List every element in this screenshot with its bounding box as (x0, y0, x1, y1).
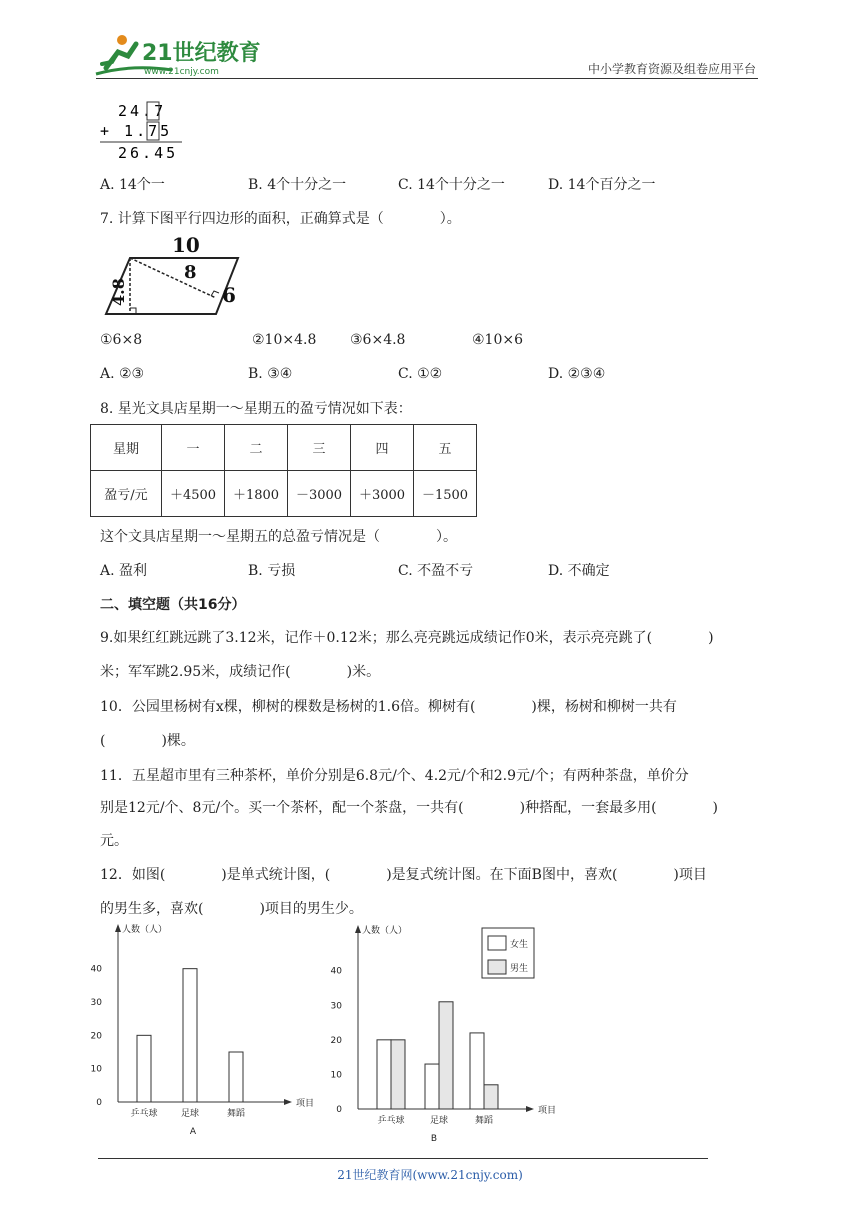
x-tick-label: 足球 (180, 1109, 200, 1119)
table-cell: ＋3000 (351, 471, 414, 517)
y-tick-label: 30 (330, 1001, 342, 1012)
q6-row2: + 1.75 (100, 122, 173, 140)
legend-swatch (488, 960, 506, 974)
logo-url: www.21cnjy.com (144, 67, 219, 77)
q11-line2: 别是12元/个、8元/个。买一个茶杯，配一个茶盘，一共有( )种搭配，一套最多用( ) (100, 800, 719, 816)
footer-divider (98, 1158, 708, 1159)
fig-side-label: 6 (222, 283, 236, 307)
q7-formula-1: ①6×8 (100, 332, 143, 348)
x-tick-label: 乒乓球 (130, 1109, 158, 1119)
x-tick-label: 足球 (429, 1116, 449, 1126)
x-axis-label: 项目 (296, 1099, 315, 1109)
q9-line2: 米；军军跳2.95米，成绩记作( )米。 (100, 664, 381, 680)
q7-text: 7. 计算下图平行四边形的面积，正确算式是（ ）。 (100, 211, 461, 227)
y-axis-arrow (115, 924, 121, 932)
q7-option-c[interactable]: C. ①② (398, 366, 443, 382)
q8-option-a[interactable]: A. 盈利 (100, 563, 148, 579)
table-cell: 星期 (91, 425, 162, 471)
table-header-row (91, 425, 477, 471)
profit-loss-table (90, 424, 477, 517)
chart-a (90, 924, 330, 1148)
table-cell: －3000 (288, 471, 351, 517)
table-row (91, 471, 477, 517)
bar (470, 1033, 484, 1109)
bar (425, 1064, 439, 1109)
y-tick-label: 10 (90, 1064, 102, 1075)
q6-row1: 24.7 (118, 102, 167, 120)
q6-addition (100, 100, 192, 162)
fig-height-label: 4.8 (109, 278, 128, 306)
header-divider (96, 78, 758, 79)
chart-caption: A (189, 1127, 197, 1137)
bar (183, 969, 197, 1102)
logo-title: 21世纪教育 (142, 41, 261, 66)
y-tick-label: 10 (330, 1070, 342, 1081)
y-tick-label: 0 (96, 1098, 102, 1108)
table-cell: 盈亏/元 (91, 471, 162, 517)
table-cell: 二 (225, 425, 288, 471)
footer-link[interactable]: 21世纪教育网(www.21cnjy.com) (337, 1168, 523, 1182)
y-tick-label: 20 (330, 1035, 342, 1046)
table-cell: ＋1800 (225, 471, 288, 517)
bar (229, 1052, 243, 1102)
q11-line1: 11．五星超市里有三种茶杯，单价分别是6.8元/个、4.2元/个和2.9元/个；有两种茶盘，单价分 (100, 768, 689, 784)
q6-option-a[interactable]: A. 14个一 (100, 177, 165, 193)
q6-row3: 26.45 (118, 144, 179, 162)
q9-line1: 9.如果红红跳远跳了3.12米，记作＋0.12米；那么亮亮跳远成绩记作0米，表示亮亮跳了( ) (100, 630, 714, 646)
q10-line1: 10．公园里杨树有x棵，柳树的棵数是杨树的1.6倍。柳树有( )棵，杨树和柳树一共有 (100, 699, 677, 715)
q7-option-b[interactable]: B. ③④ (248, 366, 293, 382)
y-axis-label: 人数（人） (122, 925, 168, 935)
y-tick-label: 0 (336, 1105, 342, 1115)
chart-b (326, 924, 576, 1158)
q7-formula-4: ④10×6 (472, 332, 524, 348)
q8-option-c[interactable]: C. 不盈不亏 (398, 563, 474, 579)
table-cell: 五 (414, 425, 477, 471)
table-cell: 三 (288, 425, 351, 471)
q7-formula-2: ②10×4.8 (252, 332, 317, 348)
x-axis-label: 项目 (538, 1106, 557, 1116)
q7-option-a[interactable]: A. ②③ (100, 366, 145, 382)
section-title: 二、填空题（共16分） (100, 597, 246, 613)
y-tick-label: 30 (90, 998, 102, 1008)
q7-formula-3: ③6×4.8 (350, 332, 406, 348)
legend-label: 男生 (510, 964, 529, 974)
y-tick-label: 40 (90, 964, 102, 975)
bar (377, 1040, 391, 1109)
fig-diag-label: 8 (184, 262, 197, 283)
x-tick-label: 乒乓球 (377, 1116, 405, 1126)
y-tick-label: 20 (90, 1031, 102, 1042)
q8-option-b[interactable]: B. 亏损 (248, 563, 296, 579)
platform-name: 中小学教育资源及组卷应用平台 (587, 62, 756, 76)
fig-top-label: 10 (172, 233, 200, 257)
q6-option-c[interactable]: C. 14个十分之一 (398, 177, 505, 193)
q11-line3: 元。 (100, 833, 128, 849)
bar (137, 1035, 151, 1102)
x-tick-label: 舞蹈 (226, 1109, 246, 1119)
q6-option-b[interactable]: B. 4个十分之一 (248, 177, 347, 193)
y-axis-arrow (355, 925, 361, 933)
site-logo (92, 30, 262, 80)
bar (439, 1002, 453, 1109)
x-axis-arrow (284, 1099, 292, 1105)
chart-caption: B (430, 1134, 438, 1144)
q6-option-d[interactable]: D. 14个百分之一 (548, 177, 656, 193)
q7-option-d[interactable]: D. ②③④ (548, 366, 606, 382)
q8-text2: 这个文具店星期一～星期五的总盈亏情况是（ ）。 (100, 529, 457, 545)
legend-label: 女生 (510, 940, 529, 950)
q10-line2: ( )棵。 (100, 733, 195, 749)
bar (484, 1085, 498, 1109)
x-axis-arrow (526, 1106, 534, 1112)
table-cell: 一 (162, 425, 225, 471)
legend-swatch (488, 936, 506, 950)
q12-line2: 的男生多，喜欢( )项目的男生少。 (100, 901, 363, 917)
parallelogram-figure (100, 232, 250, 326)
q8-text: 8. 星光文具店星期一～星期五的盈亏情况如下表： (100, 401, 412, 417)
y-tick-label: 40 (330, 966, 342, 977)
table-cell: －1500 (414, 471, 477, 517)
q12-line1: 12．如图( )是单式统计图，( )是复式统计图。在下面B图中，喜欢( )项目 (100, 867, 707, 883)
table-cell: 四 (351, 425, 414, 471)
q8-option-d[interactable]: D. 不确定 (548, 563, 610, 579)
y-axis-label: 人数（人） (362, 926, 408, 936)
table-cell: ＋4500 (162, 471, 225, 517)
x-tick-label: 舞蹈 (474, 1116, 494, 1126)
bar (391, 1040, 405, 1109)
